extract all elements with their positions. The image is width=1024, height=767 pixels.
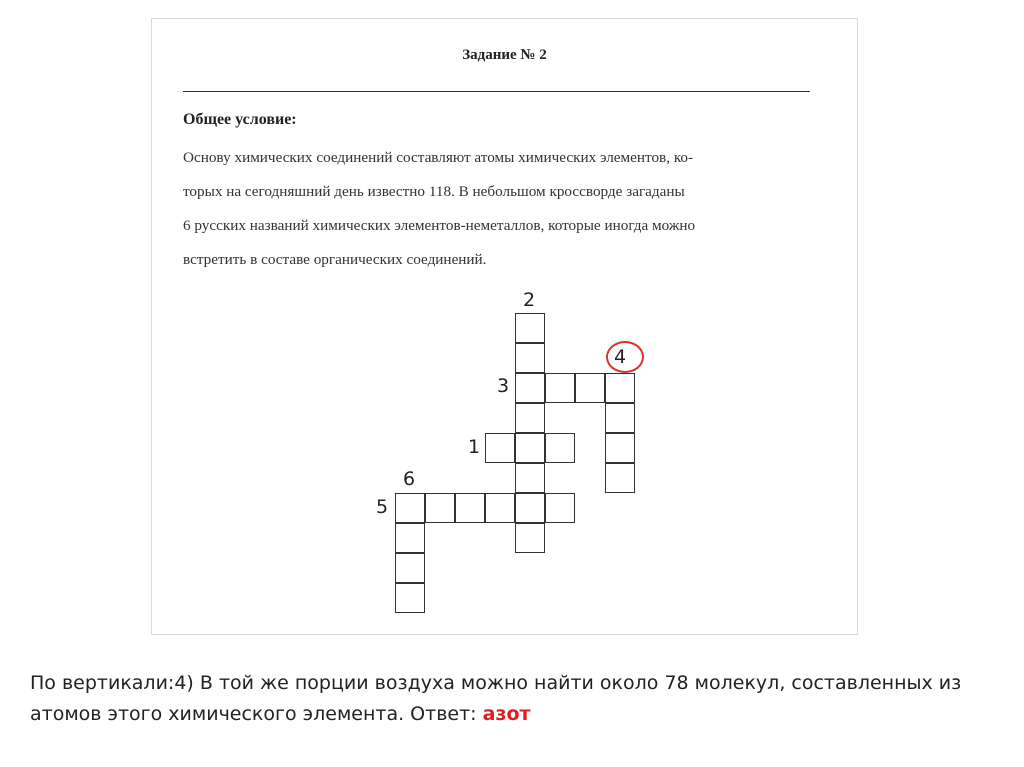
crossword-cell-2-1[interactable] [515, 313, 545, 343]
crossword-cell-6-4[interactable] [395, 583, 425, 613]
task-sheet [151, 18, 858, 635]
crossword-cell-2-4[interactable] [515, 403, 545, 433]
condition-line: 6 русских названий химических элементов-неметаллов, которые иногда можно [183, 217, 696, 234]
title-divider [183, 91, 810, 92]
crossword-cell-5-1[interactable] [395, 493, 425, 523]
crossword-cell-5-6[interactable] [545, 493, 575, 523]
answer-text: азот [482, 703, 531, 725]
clue-number-3: 3 [497, 375, 510, 397]
crossword-cell-5-3[interactable] [455, 493, 485, 523]
condition-line: Основу химических соединений составляют атомы химических элементов, ко- [183, 149, 694, 166]
crossword-cell-2-5[interactable] [515, 433, 545, 463]
clue-number-2: 2 [523, 289, 536, 311]
task-title: Задание № 2 [462, 47, 547, 63]
crossword-cell-4-2[interactable] [605, 403, 635, 433]
clue-number-5: 5 [376, 496, 389, 518]
highlight-circle [606, 341, 644, 373]
crossword-cell-3-2[interactable] [545, 373, 575, 403]
clue-question: По вертикали:4) В той же порции воздуха можно найти около 78 молекул, составленных из атомов этого химического элемента. Ответ: [30, 672, 962, 725]
crossword-cell-5-4[interactable] [485, 493, 515, 523]
crossword-cell-2-3[interactable] [515, 373, 545, 403]
clue-number-1: 1 [468, 436, 481, 458]
crossword-cell-2-6[interactable] [515, 463, 545, 493]
crossword-cell-1-1[interactable] [485, 433, 515, 463]
clue-number-4: 4 [614, 346, 627, 368]
clue-number-6: 6 [403, 468, 416, 490]
condition-line: встретить в составе органических соединений. [183, 251, 487, 268]
crossword-cell-2-2[interactable] [515, 343, 545, 373]
condition-heading: Общее условие: [183, 111, 297, 128]
clue-explanation [30, 668, 990, 730]
crossword-cell-2-7[interactable] [515, 493, 545, 523]
condition-text [183, 141, 810, 277]
crossword-cell-3-3[interactable] [575, 373, 605, 403]
crossword-cell-1-3[interactable] [545, 433, 575, 463]
crossword-cell-4-3[interactable] [605, 433, 635, 463]
crossword-cell-4-4[interactable] [605, 463, 635, 493]
crossword-cell-3-4[interactable] [605, 373, 635, 403]
condition-line: торых на сегодняшний день известно 118. В небольшом кроссворде загаданы [183, 183, 685, 200]
crossword-cell-6-2[interactable] [395, 523, 425, 553]
crossword-cell-6-3[interactable] [395, 553, 425, 583]
crossword-cell-2-8[interactable] [515, 523, 545, 553]
crossword-cell-5-2[interactable] [425, 493, 455, 523]
